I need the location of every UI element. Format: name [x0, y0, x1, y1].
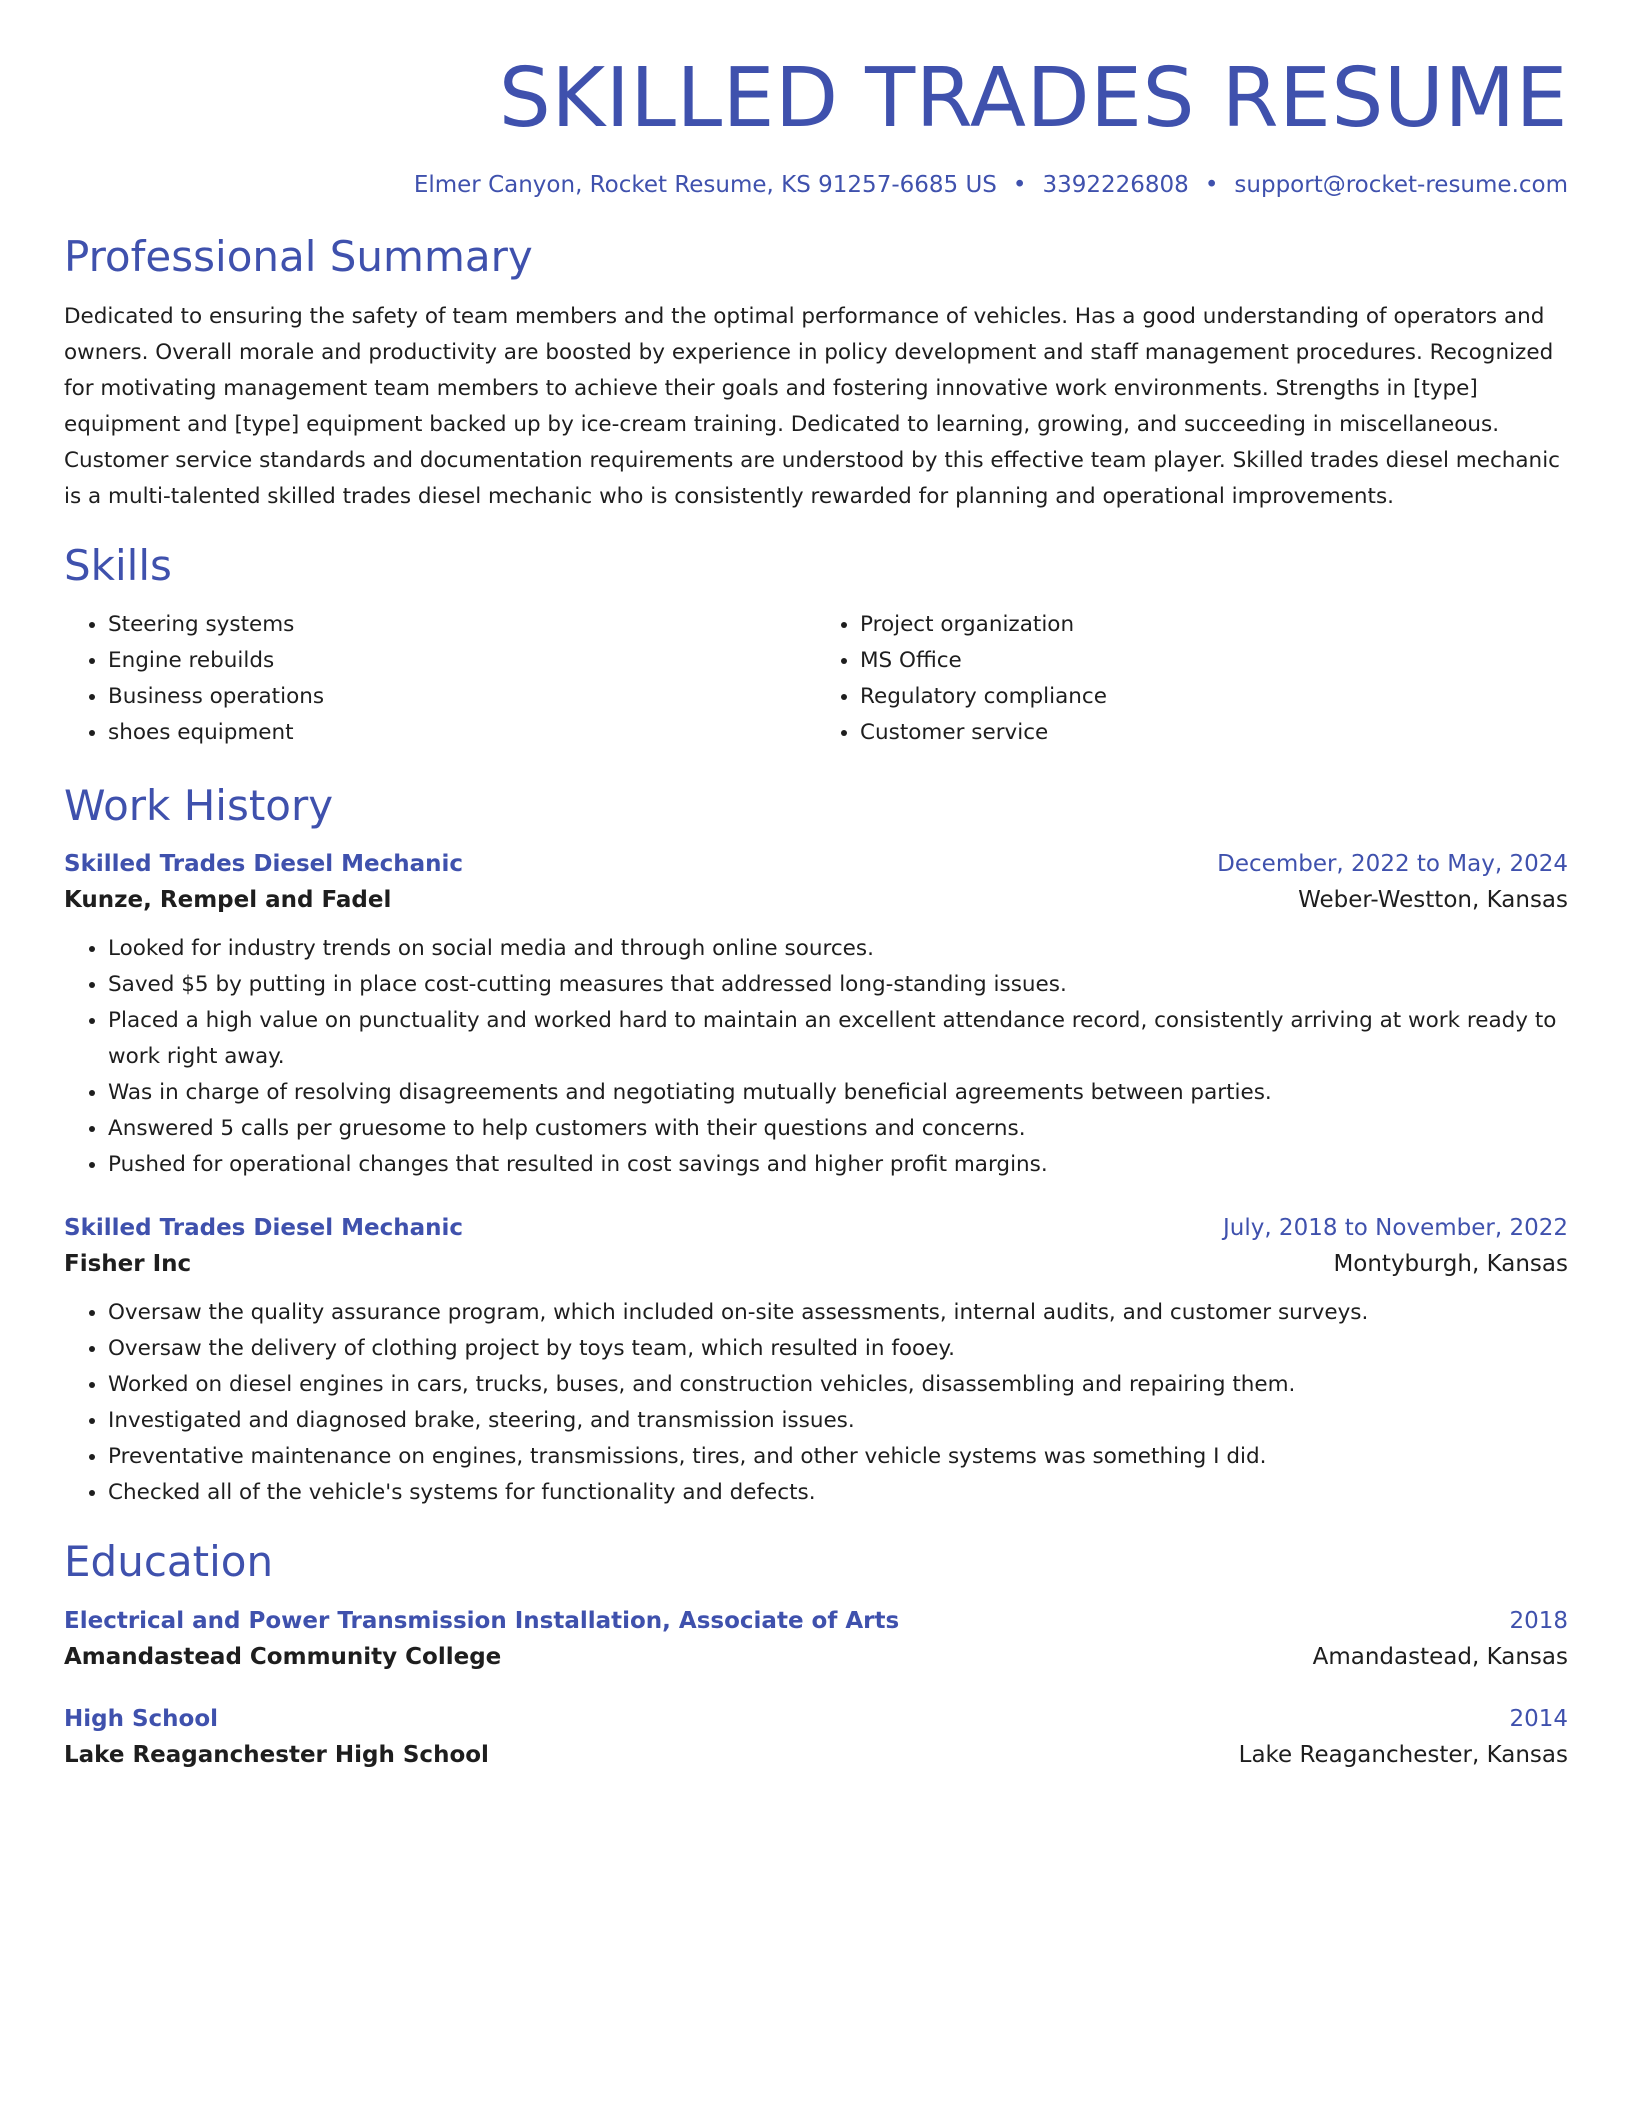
work-history-heading: Work History	[64, 781, 334, 831]
education-location: Lake Reaganchester, Kansas	[1238, 1741, 1568, 1768]
job-bullet: • Checked all of the vehicle's systems for functionality and defects.	[108, 1475, 1568, 1511]
skills-heading: Skills	[64, 540, 172, 590]
skill-item: • shoes equipment	[108, 715, 816, 751]
summary-text: Dedicated to ensuring the safety of team members and the optimal performance of vehicles. Has a good understanding of operators and owners. Overall morale and productivity are boosted by experience in policy development and staff management procedures. Recognized for motivating management team members to achieve their goals and fostering innovative work environments. Strengths in [type] equipment and [type] equipment backed up by ice-cream training. Dedicated to learning, growing, and succeeding in miscellaneous. Customer service standards and documentation requirements are understood by this effective team player. Skilled trades diesel mechanic is a multi-talented skilled trades diesel mechanic who is consistently rewarded for planning and operational improvements.	[64, 303, 1560, 509]
job-bullet: • Answered 5 calls per gruesome to help customers with their questions and concerns.	[108, 1111, 1568, 1147]
job-bullets	[64, 1295, 1568, 1511]
contact-phone: 3392226808	[1042, 172, 1189, 199]
skills-list	[64, 607, 1568, 751]
education-location: Amandastead, Kansas	[1312, 1643, 1568, 1670]
education-year: 2018	[1509, 1607, 1568, 1634]
job-title: Skilled Trades Diesel Mechanic	[64, 1215, 464, 1242]
job-title: Skilled Trades Diesel Mechanic	[64, 851, 464, 878]
job-entry	[64, 1215, 1568, 1511]
education-year: 2014	[1509, 1705, 1568, 1732]
job-entry	[64, 851, 1568, 1183]
education-heading: Education	[64, 1537, 274, 1587]
job-location: Weber-Westton, Kansas	[1298, 887, 1568, 914]
skill-item: • MS Office	[860, 643, 1568, 679]
job-bullet: • Investigated and diagnosed brake, steering, and transmission issues.	[108, 1403, 1568, 1439]
education-school-row	[64, 1644, 1568, 1670]
skill-item: • Business operations	[108, 679, 816, 715]
job-bullet: • Pushed for operational changes that resulted in cost savings and higher profit margins.	[108, 1147, 1568, 1183]
contact-address: Elmer Canyon, Rocket Resume, KS 91257-6685 US	[413, 172, 997, 199]
job-employer-row	[64, 887, 1568, 913]
resume-title: SKILLED TRADES RESUME	[498, 51, 1568, 146]
job-employer-row	[64, 1251, 1568, 1277]
job-title-row	[64, 851, 1568, 877]
education-degree-row	[64, 1608, 1568, 1634]
job-title-row	[64, 1215, 1568, 1241]
skill-item: • Customer service	[860, 715, 1568, 751]
education-school: Amandastead Community College	[64, 1643, 502, 1670]
job-location: Montyburgh, Kansas	[1333, 1251, 1568, 1278]
contact-email: support@rocket-resume.com	[1234, 172, 1568, 199]
job-bullet: • Saved $5 by putting in place cost-cutting measures that addressed long-standing issues.	[108, 967, 1568, 1003]
job-bullet: • Was in charge of resolving disagreements and negotiating mutually beneficial agreements between parties.	[108, 1075, 1568, 1111]
job-bullet: • Oversaw the quality assurance program, which included on-site assessments, internal audits, and customer surveys.	[108, 1295, 1568, 1331]
job-bullet: • Placed a high value on punctuality and worked hard to maintain an excellent attendance record, consistently arriving at work ready to work right away.	[108, 1003, 1568, 1075]
skill-item: • Steering systems	[108, 607, 816, 643]
education-entry	[64, 1608, 1568, 1670]
job-bullet: • Worked on diesel engines in cars, trucks, buses, and construction vehicles, disassembling and repairing them.	[108, 1367, 1568, 1403]
job-dates: December, 2022 to May, 2024	[1217, 851, 1568, 878]
contact-separator: •	[1204, 172, 1219, 199]
education-school: Lake Reaganchester High School	[64, 1741, 489, 1768]
skill-item: • Project organization	[860, 607, 1568, 643]
education-degree: High School	[64, 1705, 219, 1732]
skill-item: • Regulatory compliance	[860, 679, 1568, 715]
education-entry	[64, 1706, 1568, 1768]
job-bullet: • Oversaw the delivery of clothing project by toys team, which resulted in fooey.	[108, 1331, 1568, 1367]
job-bullets	[64, 931, 1568, 1183]
skills-column-right	[816, 607, 1568, 751]
education-school-row	[64, 1742, 1568, 1768]
job-bullet: • Looked for industry trends on social media and through online sources.	[108, 931, 1568, 967]
skills-column-left	[64, 607, 816, 751]
job-bullet: • Preventative maintenance on engines, transmissions, tires, and other vehicle systems was something I did.	[108, 1439, 1568, 1475]
skill-item: • Engine rebuilds	[108, 643, 816, 679]
contact-line	[64, 172, 1568, 198]
education-degree: Electrical and Power Transmission Installation, Associate of Arts	[64, 1607, 900, 1634]
education-degree-row	[64, 1706, 1568, 1732]
job-employer: Kunze, Rempel and Fadel	[64, 887, 392, 914]
job-dates: July, 2018 to November, 2022	[1222, 1215, 1568, 1242]
contact-separator: •	[1012, 172, 1027, 199]
summary-heading: Professional Summary	[64, 232, 533, 282]
job-employer: Fisher Inc	[64, 1251, 192, 1278]
